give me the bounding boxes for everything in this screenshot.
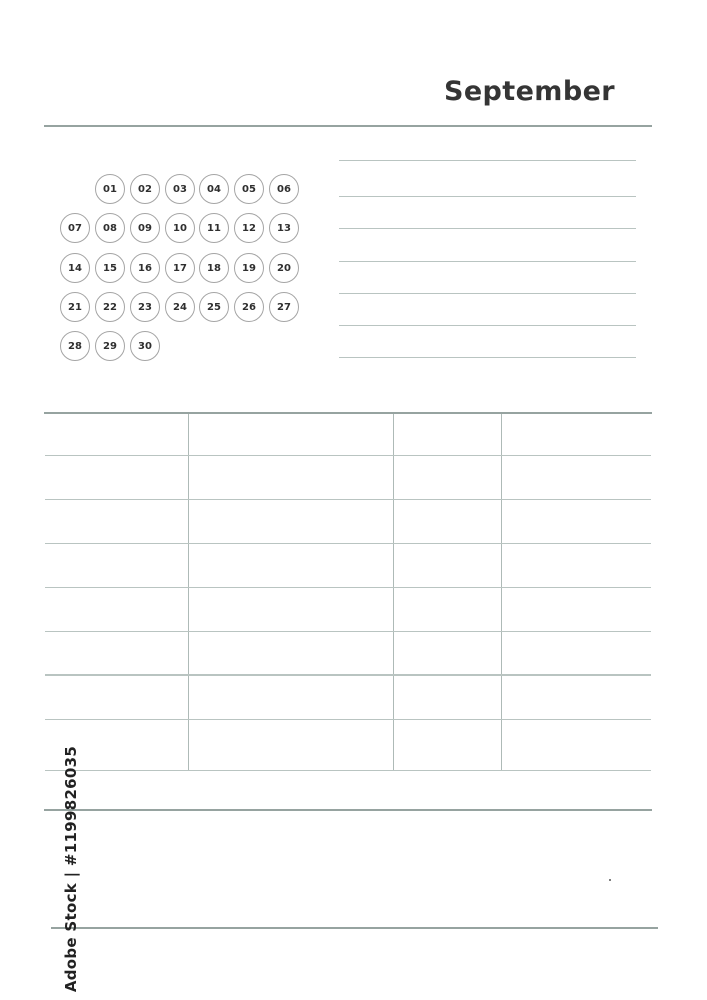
calendar-day: 12: [234, 213, 264, 243]
section-divider: [44, 809, 652, 811]
calendar-day: 28: [60, 331, 90, 361]
note-line: [339, 160, 636, 161]
note-line: [339, 196, 636, 197]
calendar-day: 23: [130, 292, 160, 322]
table-column-divider: [188, 414, 189, 770]
calendar-day: 02: [130, 174, 160, 204]
watermark-text: Adobe Stock | #1199826035: [62, 745, 80, 993]
note-line: [339, 325, 636, 326]
calendar-day: 11: [199, 213, 229, 243]
calendar-day: 08: [95, 213, 125, 243]
calendar-day: 25: [199, 292, 229, 322]
table-row-line: [45, 631, 651, 632]
table-row-line: [45, 455, 651, 456]
calendar-day: 27: [269, 292, 299, 322]
table-column-divider: [501, 414, 502, 770]
table-row-line: [45, 770, 651, 771]
calendar-day: 24: [165, 292, 195, 322]
page-title: September: [444, 76, 615, 107]
calendar-day: 16: [130, 253, 160, 283]
note-line: [339, 293, 636, 294]
note-line: [339, 261, 636, 262]
calendar-day: 03: [165, 174, 195, 204]
table-row-line: [45, 499, 651, 500]
calendar-day: 05: [234, 174, 264, 204]
table-row-line: [45, 719, 651, 720]
footer-divider: [51, 927, 658, 929]
calendar-day: 14: [60, 253, 90, 283]
header-divider: [44, 125, 652, 127]
calendar-day: 07: [60, 213, 90, 243]
calendar-day: 15: [95, 253, 125, 283]
note-line: [339, 228, 636, 229]
calendar-day: 09: [130, 213, 160, 243]
table-row-line: [45, 587, 651, 588]
table-row-line: [45, 543, 651, 544]
calendar-day: 06: [269, 174, 299, 204]
calendar-day: 30: [130, 331, 160, 361]
calendar-day: 01: [95, 174, 125, 204]
calendar-day: 04: [199, 174, 229, 204]
calendar-day: 29: [95, 331, 125, 361]
calendar-day: 20: [269, 253, 299, 283]
table-column-divider: [393, 414, 394, 770]
note-line: [339, 357, 636, 358]
calendar-day: 10: [165, 213, 195, 243]
calendar-day: 26: [234, 292, 264, 322]
calendar-day: 13: [269, 213, 299, 243]
calendar-day: 18: [199, 253, 229, 283]
table-row-line: [45, 674, 651, 676]
calendar-day: 17: [165, 253, 195, 283]
calendar-day: 19: [234, 253, 264, 283]
stray-dot: [609, 879, 611, 881]
calendar-day: 22: [95, 292, 125, 322]
calendar-day: 21: [60, 292, 90, 322]
table-top-border: [44, 412, 652, 414]
